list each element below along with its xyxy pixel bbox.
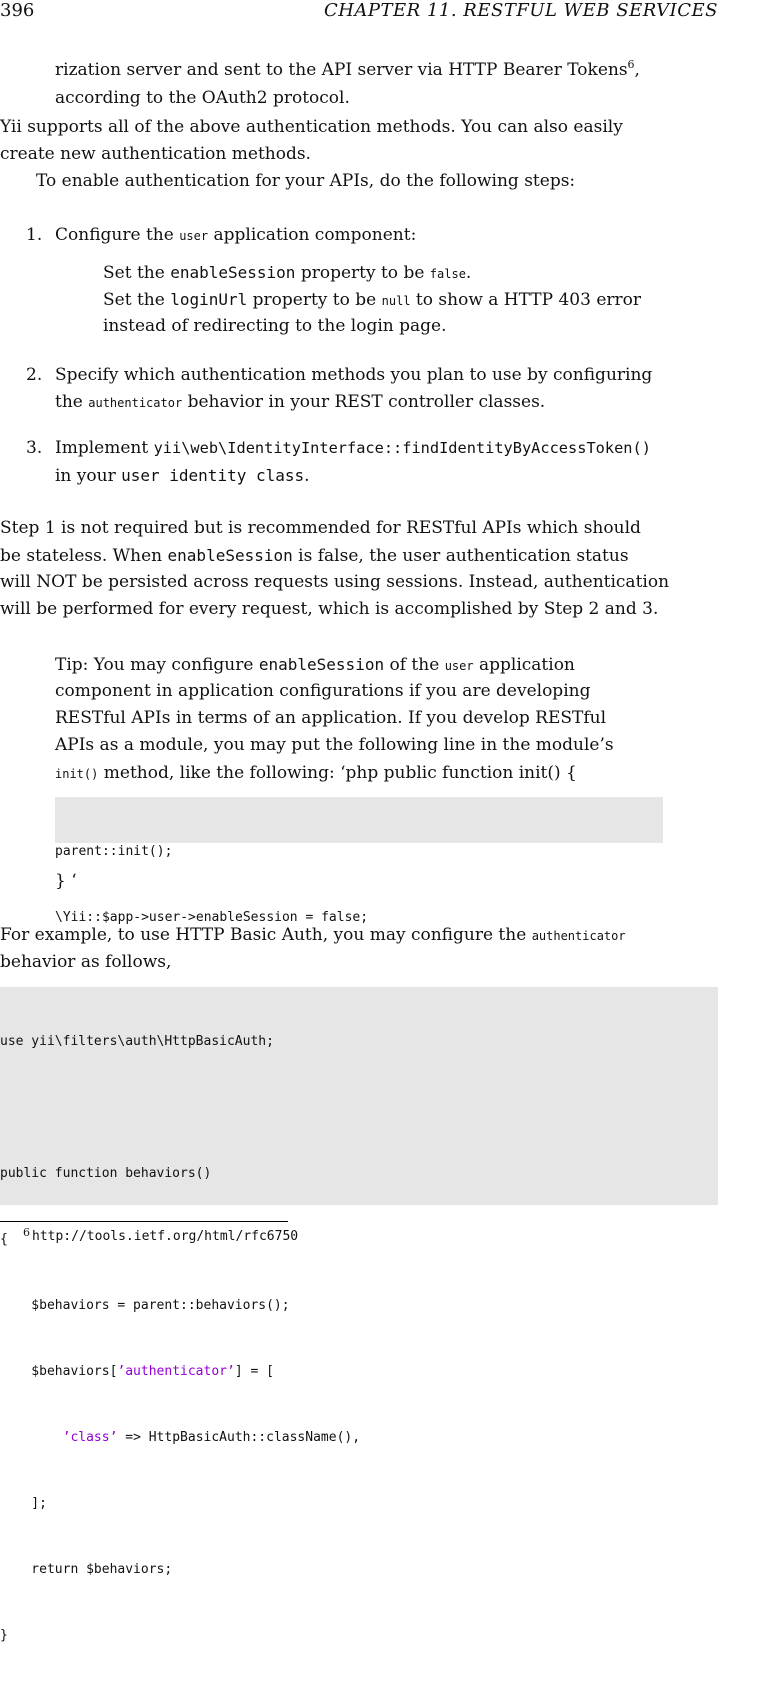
running-header-title: CHAPTER 11. RESTFUL WEB SERVICES bbox=[323, 0, 718, 21]
code-line: ’class’ => HttpBasicAuth::className(), bbox=[62, 1430, 361, 1445]
code-line: { bbox=[0, 1232, 8, 1247]
step3-number: 3. bbox=[26, 438, 43, 458]
step-para-line2: be stateless. When enableSession is false, the user authentication status bbox=[0, 546, 629, 566]
step1-sub-b-line2: instead of redirecting to the login page. bbox=[103, 316, 447, 336]
tip-code-block bbox=[55, 797, 663, 925]
code-line: return $behaviors; bbox=[0, 1562, 173, 1577]
bearer-continuation-line2: according to the OAuth2 protocol. bbox=[55, 88, 350, 108]
code-string: ’authenticator’ bbox=[117, 1364, 235, 1379]
step1-number: 1. bbox=[26, 225, 43, 245]
tip-line2: component in application configurations if you are developing bbox=[55, 681, 591, 701]
step1-text: Configure the user application component: bbox=[55, 225, 417, 245]
footnote-url[interactable]: http://tools.ietf.org/html/rfc6750 bbox=[32, 1229, 299, 1244]
code-false: false bbox=[429, 267, 466, 281]
step-para-line1: Step 1 is not required but is recommended for RESTful APIs which should bbox=[0, 518, 641, 538]
code-user: user bbox=[179, 229, 209, 243]
example-line1: For example, to use HTTP Basic Auth, you may configure the authenticator bbox=[0, 925, 626, 945]
example-line2: behavior as follows, bbox=[0, 952, 172, 972]
footnote-rule bbox=[0, 1221, 288, 1222]
code-null: null bbox=[381, 294, 411, 308]
tip-line4: APIs as a module, you may put the following line in the module’s bbox=[55, 735, 614, 755]
page-number: 396 bbox=[0, 0, 35, 21]
tip-close: } ‘ bbox=[55, 871, 77, 891]
step3-line1: Implement yii\web\IdentityInterface::findIdentityByAccessToken() bbox=[55, 438, 651, 458]
step2-line2: the authenticator behavior in your REST controller classes. bbox=[55, 392, 546, 412]
code-authenticator-2: authenticator bbox=[531, 929, 626, 943]
yii-support-line2: create new authentication methods. bbox=[0, 144, 311, 164]
code-line: } bbox=[0, 1628, 8, 1643]
code-user-2: user bbox=[444, 659, 474, 673]
code-line bbox=[0, 1097, 718, 1119]
code-line: $behaviors[’authenticator’] = [ bbox=[0, 1364, 274, 1379]
code-line: $behaviors = parent::behaviors(); bbox=[0, 1298, 290, 1313]
code-line: use yii\filters\auth\HttpBasicAuth; bbox=[0, 1034, 274, 1049]
footnote-ref: 6 bbox=[627, 58, 635, 71]
step-para-line3: will NOT be persisted across requests using sessions. Instead, authentication bbox=[0, 572, 670, 592]
tip-line5: init() method, like the following: ‘php public function init() { bbox=[55, 763, 577, 783]
code-line: \Yii::$app->user->enableSession = false; bbox=[55, 910, 369, 925]
tip-line3: RESTful APIs in terms of an application. If you develop RESTful bbox=[55, 708, 607, 728]
code-loginUrl: loginUrl bbox=[170, 290, 248, 309]
code-enableSession: enableSession bbox=[170, 263, 296, 282]
code-authenticator: authenticator bbox=[88, 396, 183, 410]
code-line: ]; bbox=[0, 1496, 47, 1511]
code-line: public function behaviors() bbox=[0, 1166, 212, 1181]
code-string: ’class’ bbox=[62, 1430, 118, 1445]
footnote-number: 6 bbox=[23, 1226, 30, 1239]
step2-line1: Specify which authentication methods you plan to use by configuring bbox=[55, 365, 653, 385]
yii-support-line1: Yii supports all of the above authentication methods. You can also easily bbox=[0, 117, 623, 137]
bearer-continuation-line1: rization server and sent to the API server via HTTP Bearer Tokens$^6$, bbox=[55, 58, 640, 80]
steps-intro: To enable authentication for your APIs, do the following steps: bbox=[36, 171, 576, 191]
code-findIdentityByAccessToken: yii\web\IdentityInterface::findIdentityByAccessToken() bbox=[153, 439, 651, 457]
code-init: init() bbox=[55, 767, 99, 781]
step1-sub-b: Set the loginUrl property to be null to show a HTTP 403 error bbox=[103, 290, 641, 310]
tip-line1: Tip: You may configure enableSession of the user application bbox=[55, 655, 575, 675]
code-line: parent::init(); bbox=[55, 844, 173, 859]
step-para-line4: will be performed for every request, which is accomplished by Step 2 and 3. bbox=[0, 599, 659, 619]
step2-number: 2. bbox=[26, 365, 43, 385]
code-enableSession-2: enableSession bbox=[167, 546, 293, 565]
code-user-identity-class: user identity class bbox=[121, 466, 305, 485]
code-enableSession-3: enableSession bbox=[258, 655, 385, 674]
step1-sub-a: Set the enableSession property to be false. bbox=[103, 263, 472, 283]
step3-line2: in your user identity class. bbox=[55, 466, 310, 486]
